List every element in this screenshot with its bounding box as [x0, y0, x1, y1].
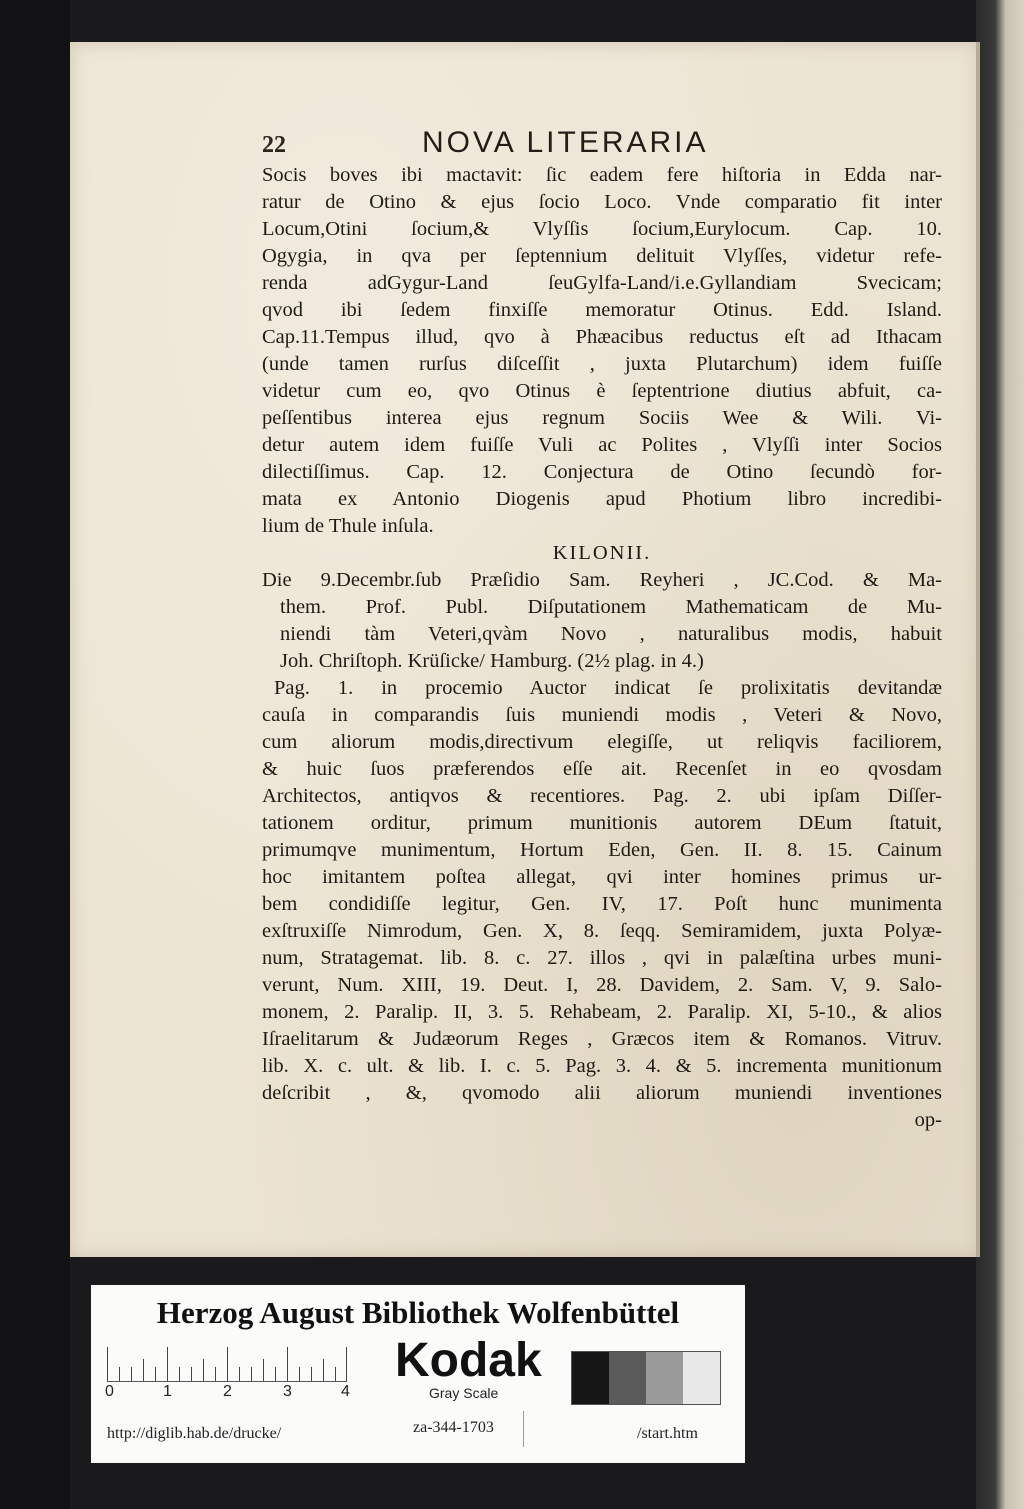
text-line: peſſentibus interea ejus regnum Sociis Wee & Wili. Vi-: [262, 407, 942, 429]
text-line: qvod ibi ſedem finxiſſe memoratur Otinus. Edd. Island.: [262, 299, 942, 321]
text-line: Joh. Chriſtoph. Krüſicke/ Hamburg. (2½ plag. in 4.): [280, 650, 704, 672]
text-line: them. Prof. Publ. Diſputationem Mathematicam de Mu-: [280, 596, 942, 618]
body-text: [262, 162, 942, 1134]
ruler-tick: [239, 1367, 240, 1381]
ruler-tick: [167, 1347, 168, 1381]
text-line: deſcribit , &, qvomodo alii aliorum muniendi inventiones: [262, 1082, 942, 1104]
scanner-backdrop-left: [0, 0, 70, 1509]
ruler-tick: [179, 1367, 180, 1381]
text-line: exſtruxiſſe Nimrodum, Gen. X, 8. ſeqq. Semiramidem, juxta Polyæ-: [262, 920, 942, 942]
ruler-tick: [155, 1367, 156, 1381]
gray-scale-label: Gray Scale: [429, 1385, 499, 1401]
text-line: dilectiſſimus. Cap. 12. Conjectura de Otino ſecundò for-: [262, 461, 942, 483]
ruler-number: 3: [283, 1383, 292, 1400]
ruler-tick: [335, 1367, 336, 1381]
ruler-tick: [143, 1359, 144, 1381]
text-line: hoc imitantem poſtea allegat, qvi inter homines primus ur-: [262, 866, 942, 888]
text-line: primumqve munimentum, Hortum Eden, Gen. II. 8. 15. Cainum: [262, 839, 942, 861]
ruler-tick: [299, 1367, 300, 1381]
text-line: mata ex Antonio Diogenis apud Photium libro incredibi-: [262, 488, 942, 510]
text-line: lib. X. c. ult. & lib. I. c. 5. Pag. 3. 4. & 5. incrementa munitionum: [262, 1055, 942, 1077]
text-line: detur autem idem fuiſſe Vuli ac Polites , Vlyſſi inter Socios: [262, 434, 942, 456]
text-line: Iſraelitarum & Judæorum Reges , Græcos item & Romanos. Vitruv.: [262, 1028, 942, 1050]
text-line: Ogygia, in qva per ſeptennium delituit Vlyſſes, videtur refe-: [262, 245, 942, 267]
ruler-number: 2: [223, 1383, 232, 1400]
text-line: Pag. 1. in procemio Auctor indicat ſe prolixitatis devitandæ: [274, 677, 942, 699]
ruler-numbers: [105, 1383, 365, 1403]
ruler-tick: [275, 1367, 276, 1381]
gray-swatch: [572, 1352, 609, 1404]
page-edge: [976, 42, 980, 1257]
library-scan-label: [91, 1285, 745, 1463]
catchword: op-: [914, 1109, 942, 1131]
measurement-ruler: [107, 1347, 347, 1382]
text-line: Cap.11.Tempus illud, qvo à Phæacibus reductus eſt ad Ithacam: [262, 326, 942, 348]
gray-swatch: [646, 1352, 683, 1404]
ruler-tick: [191, 1367, 192, 1381]
ruler-tick: [311, 1367, 312, 1381]
text-line: Architectos, antiqvos & recentiores. Pag. 2. ubi ipſam Diſſer-: [262, 785, 942, 807]
text-line: ratur de Otino & ejus ſocio Loco. Vnde comparatio fit inter: [262, 191, 942, 213]
ruler-tick: [251, 1367, 252, 1381]
ruler-number: 1: [163, 1383, 172, 1400]
ruler-tick: [119, 1367, 120, 1381]
gray-swatch: [683, 1352, 720, 1404]
text-line: Die 9.Decembr.ſub Præſidio Sam. Reyheri , JC.Cod. & Ma-: [262, 569, 942, 591]
text-line: tationem orditur, primum munitionis autorem DEum ſtatuit,: [262, 812, 942, 834]
text-line: niendi tàm Veteri,qvàm Novo , naturalibus modis, habuit: [280, 623, 942, 645]
library-name: Herzog August Bibliothek Wolfenbüttel: [156, 1295, 680, 1330]
label-divider: [523, 1411, 524, 1447]
kodak-logo: Kodak: [395, 1334, 542, 1387]
text-line: (unde tamen rurſus diſceſſit , juxta Plutarchum) idem fuiſſe: [262, 353, 942, 375]
shelfmark: za-344-1703: [413, 1419, 494, 1436]
gray-swatch: [609, 1352, 646, 1404]
ruler-tick: [203, 1359, 204, 1381]
text-line: monem, 2. Paralip. II, 3. 5. Rehabeam, 2. Paralip. XI, 5-10., & alios: [262, 1001, 942, 1023]
page-header: [262, 126, 862, 166]
ruler-tick: [107, 1347, 108, 1381]
text-line: num, Stratagemat. lib. 8. c. 27. illos , qvi in palæſtina urbes muni-: [262, 947, 942, 969]
text-line: Locum,Otini ſocium,& Vlyſſis ſocium,Eurylocum. Cap. 10.: [262, 218, 942, 240]
gray-scale-swatches: [571, 1351, 721, 1405]
url-prefix: http://diglib.hab.de/drucke/: [107, 1425, 282, 1442]
section-heading: KILONII.: [552, 542, 652, 564]
ruler-tick: [346, 1347, 347, 1381]
text-line: cauſa in comparandis ſuis muniendi modis , Veteri & Novo,: [262, 704, 942, 726]
ruler-tick: [227, 1347, 228, 1381]
ruler-number: 4: [341, 1383, 350, 1400]
running-title: NOVA LITERARIA: [422, 126, 709, 159]
url-suffix: /start.htm: [637, 1425, 698, 1442]
text-line: Socis boves ibi mactavit: ſic eadem fere hiſtoria in Edda nar-: [262, 164, 942, 186]
ruler-number: 0: [105, 1383, 114, 1400]
text-line: videtur cum eo, qvo Otinus è ſeptentrione diutius abfuit, ca-: [262, 380, 942, 402]
ruler-tick: [131, 1367, 132, 1381]
ruler-tick: [287, 1347, 288, 1381]
ruler-tick: [215, 1367, 216, 1381]
ruler-tick: [263, 1359, 264, 1381]
text-line: bem condidiſſe legitur, Gen. IV, 17. Poſt hunc munimenta: [262, 893, 942, 915]
page-number: 22: [262, 132, 286, 158]
text-line: verunt, Num. XIII, 19. Deut. I, 28. Davidem, 2. Sam. V, 9. Salo-: [262, 974, 942, 996]
text-line: & huic ſuos præferendos eſſe ait. Recenſet in eo qvosdam: [262, 758, 942, 780]
text-line: renda adGygur-Land ſeuGylfa-Land/i.e.Gyllandiam Svecicam;: [262, 272, 942, 294]
text-line: cum aliorum modis,directivum elegiſſe, ut reliqvis faciliorem,: [262, 731, 942, 753]
text-line: lium de Thule inſula.: [262, 515, 434, 537]
ruler-tick: [323, 1359, 324, 1381]
scanner-backdrop-right: [976, 0, 1024, 1509]
